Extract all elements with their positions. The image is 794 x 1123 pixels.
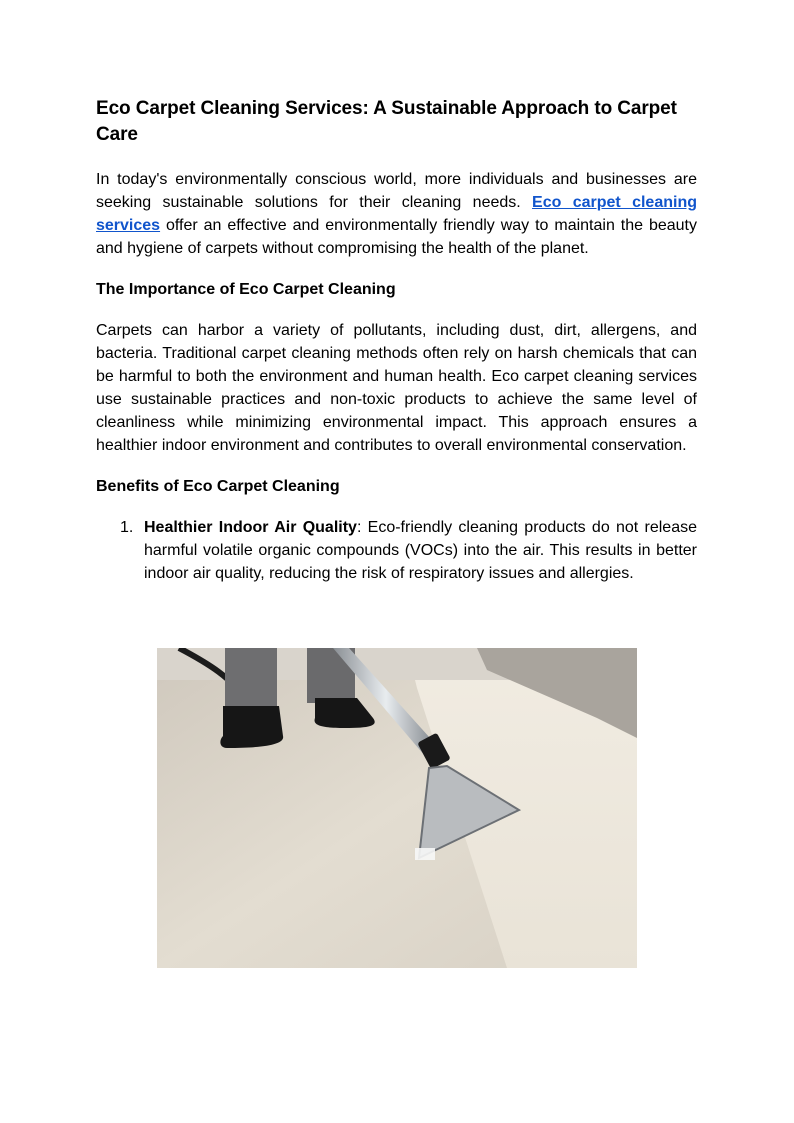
document-page (96, 96, 697, 585)
intro-paragraph (96, 168, 697, 260)
section-heading-importance: The Importance of Eco Carpet Cleaning (96, 281, 396, 298)
cleaning-foam (415, 848, 435, 860)
carpet-cleaning-photo (157, 648, 637, 968)
document-title: Eco Carpet Cleaning Services: A Sustainable Approach to Carpet Care (96, 98, 677, 145)
list-item-text: : Eco-friendly cleaning products do not release harmful volatile organic compounds (VOCs) into the air. This results in better indoor air quality, reducing the risk of respiratory issues and allergies. (144, 519, 698, 582)
eco-carpet-cleaning-services-link[interactable]: Eco carpet cleaning services (96, 194, 697, 234)
benefits-list (96, 516, 697, 585)
intro-text-before-link: In today's environmentally conscious world, more individuals and businesses are seeking sustainable solutions for their cleaning needs. (96, 171, 697, 211)
importance-paragraph: Carpets can harbor a variety of pollutants, including dust, dirt, allergens, and bacteria. Traditional carpet cleaning methods often rely on harsh chemicals that can be harmful to both the environment and human health. Eco carpet cleaning services use sustainable practices and non-toxic products to achieve the same level of cleanliness while minimizing environmental impact. This approach ensures a healthier indoor environment and contributes to overall environmental conservation. (96, 322, 697, 454)
list-item (96, 516, 697, 585)
list-item-number: 1. (120, 519, 134, 536)
section-heading-benefits: Benefits of Eco Carpet Cleaning (96, 478, 340, 495)
trouser-left-leg (225, 648, 277, 708)
intro-text-after-link: offer an effective and environmentally friendly way to maintain the beauty and hygiene of carpets without compromising the health of the planet. (96, 217, 697, 257)
boot-left (220, 706, 283, 748)
list-item-term: Healthier Indoor Air Quality (144, 519, 357, 536)
